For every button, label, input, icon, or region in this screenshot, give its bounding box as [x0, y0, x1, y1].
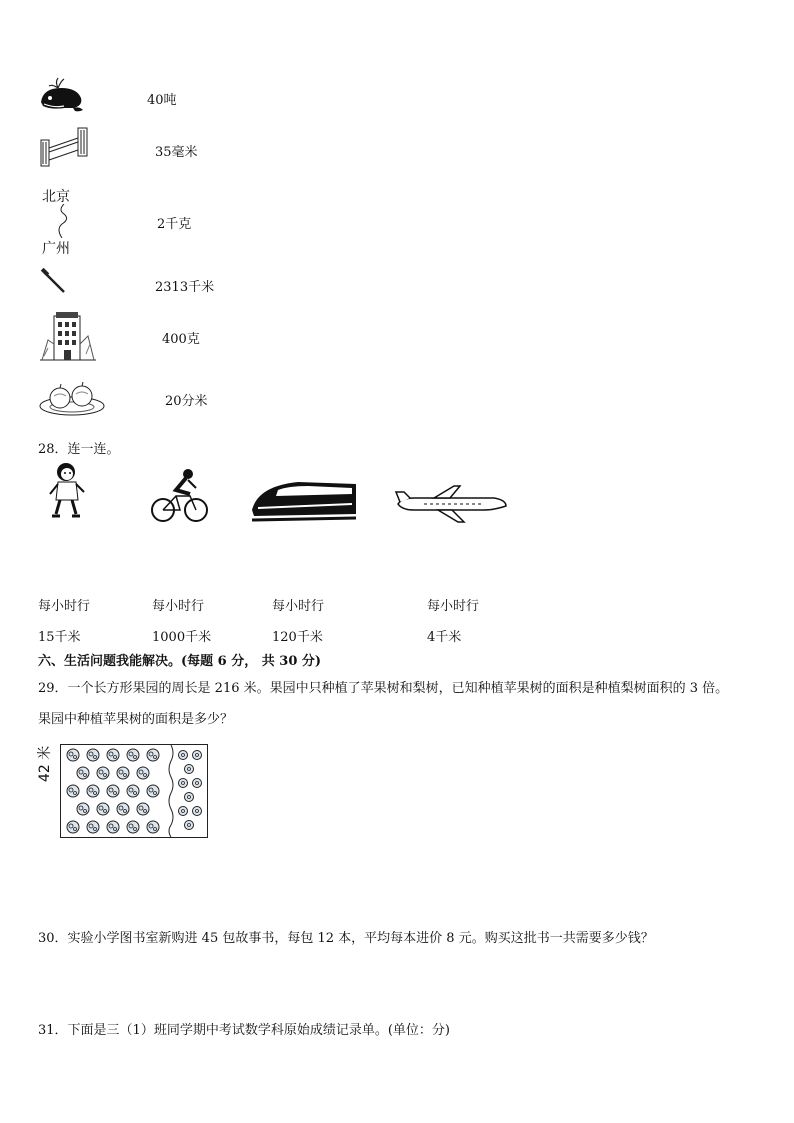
- whale-icon: [38, 74, 86, 116]
- beijing-guangzhou-map-icon: [40, 184, 80, 258]
- q29-line2: 果园中种植苹果树的面积是多少？: [38, 712, 234, 727]
- section-title: 六、生活问题我能解决。(每题 6 分， 共 30 分): [38, 654, 322, 669]
- speed-line1-a: 每小时行: [38, 599, 91, 614]
- pear-trees: [179, 751, 202, 830]
- speed-line2-d: 4千米: [427, 630, 462, 645]
- speed-line2-c: 120千米: [272, 630, 323, 645]
- q28-title: 28．连一连。: [38, 442, 120, 457]
- bed-label: 35毫米: [155, 145, 198, 160]
- map-label: 2千克: [157, 217, 192, 232]
- cyclist-icon: [150, 466, 210, 526]
- airplane-icon: [394, 484, 510, 524]
- whale-label: 40吨: [147, 93, 177, 108]
- child-walking-icon: [46, 460, 88, 522]
- train-icon: [248, 474, 360, 526]
- map-bottom-label: 广州: [42, 241, 70, 257]
- q31-text: 31．下面是三（1）班同学期中考试数学科原始成绩记录单。(单位：分): [38, 1023, 450, 1038]
- bed-icon: [38, 124, 90, 170]
- nail-label: 2313千米: [155, 280, 215, 295]
- apple-trees: [67, 749, 159, 833]
- building-icon: [38, 310, 98, 362]
- speed-line1-d: 每小时行: [427, 599, 480, 614]
- apple-plate-icon: [38, 378, 106, 418]
- speed-line1-c: 每小时行: [272, 599, 325, 614]
- orchard-diagram: [60, 744, 208, 838]
- q30-text: 30．实验小学图书室新购进 45 包故事书，每包 12 本，平均每本进价 8 元。购买这批书一共需要多少钱？: [38, 931, 654, 946]
- speed-line2-a: 15千米: [38, 630, 81, 645]
- nail-icon: [40, 268, 70, 298]
- apple-plate-label: 20分米: [165, 394, 208, 409]
- map-top-label: 北京: [42, 189, 70, 205]
- speed-line2-b: 1000千米: [152, 630, 212, 645]
- q29-line1: 29．一个长方形果园的周长是 216 米。果园中只种植了苹果树和梨树，已知种植苹果树的面积是种植梨树面积的 3 倍。: [38, 681, 729, 696]
- orchard-side-label: 42 米: [37, 745, 53, 782]
- building-label: 400克: [162, 332, 200, 347]
- speed-line1-b: 每小时行: [152, 599, 205, 614]
